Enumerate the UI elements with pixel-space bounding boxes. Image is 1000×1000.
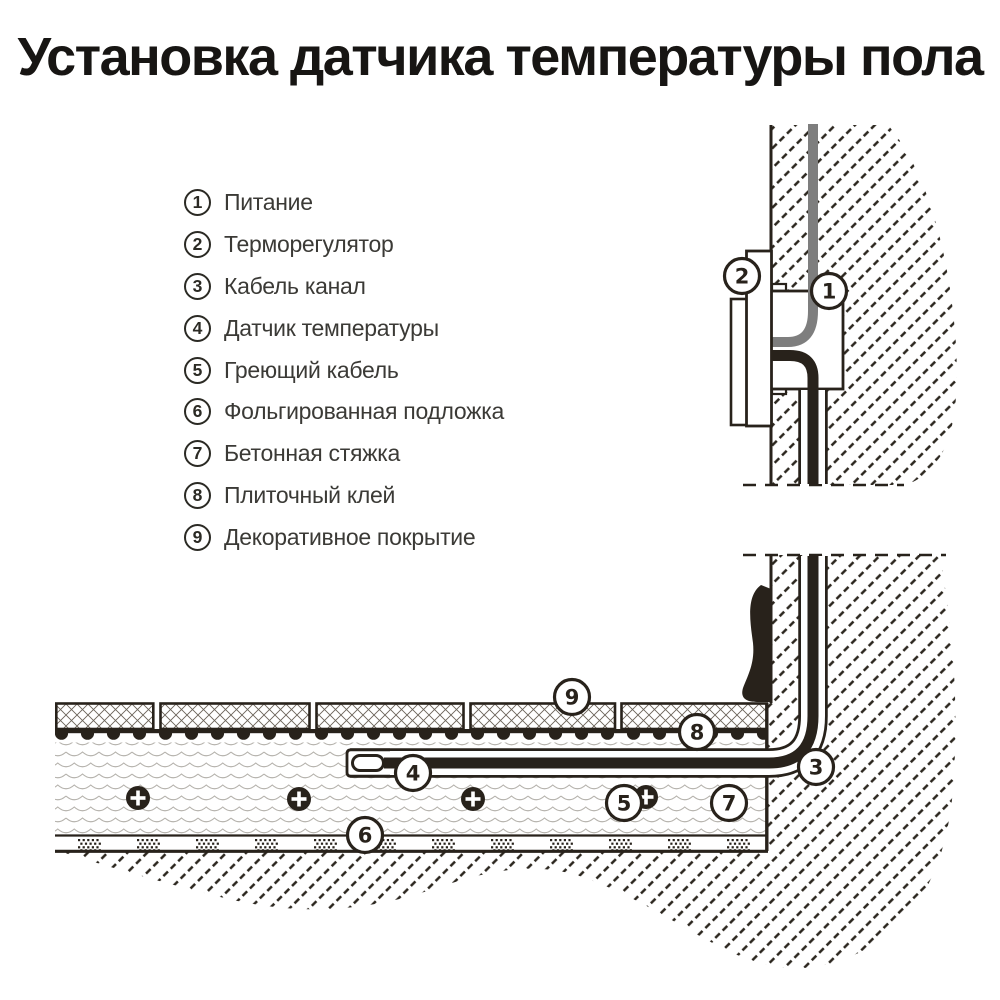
legend-number-circle: 2 bbox=[184, 231, 211, 258]
legend-number-circle: 7 bbox=[184, 440, 211, 467]
callout-2 bbox=[725, 259, 760, 294]
callout-7-number: 7 bbox=[721, 791, 737, 816]
legend-number-circle: 5 bbox=[184, 357, 211, 384]
callout-9 bbox=[555, 680, 590, 715]
callout-3-number: 3 bbox=[808, 755, 824, 780]
legend-number-circle: 3 bbox=[184, 273, 211, 300]
foil-underlay-layer bbox=[55, 835, 768, 852]
heating-cable-circle bbox=[461, 787, 485, 811]
legend-label: Плиточный клей bbox=[224, 481, 395, 508]
legend-label: Декоративное покрытие bbox=[224, 523, 476, 550]
legend-number-circle: 4 bbox=[184, 315, 211, 342]
callout-9-number: 9 bbox=[564, 685, 580, 710]
callout-8 bbox=[680, 715, 715, 750]
tile bbox=[161, 704, 310, 730]
callout-1-number: 1 bbox=[821, 279, 837, 304]
callout-5 bbox=[607, 786, 642, 821]
legend-label: Фольгированная подложка bbox=[224, 398, 505, 425]
tile-layer bbox=[56, 704, 767, 730]
legend-number-circle: 9 bbox=[184, 524, 211, 551]
callout-7 bbox=[712, 786, 747, 821]
callout-4-number: 4 bbox=[405, 761, 421, 786]
heating-cable-circle bbox=[287, 787, 311, 811]
callout-6-number: 6 bbox=[357, 823, 373, 848]
callout-5-number: 5 bbox=[616, 791, 632, 816]
legend-number-circle: 6 bbox=[184, 398, 211, 425]
callout-2-number: 2 bbox=[734, 264, 750, 289]
thermostat-backplate bbox=[731, 299, 748, 425]
temperature-sensor-capsule bbox=[353, 756, 384, 771]
callout-8-number: 8 bbox=[689, 720, 705, 745]
page-title: Установка датчика температуры пола bbox=[17, 27, 983, 87]
tile bbox=[471, 704, 616, 730]
heating-cable-circle bbox=[126, 786, 150, 810]
legend-number-circle: 8 bbox=[184, 482, 211, 509]
adhesive-layer bbox=[55, 729, 768, 743]
legend-label: Греющий кабель bbox=[224, 356, 399, 383]
tile bbox=[56, 704, 153, 730]
legend-label: Бетонная стяжка bbox=[224, 440, 400, 467]
callout-3 bbox=[799, 750, 834, 785]
tile bbox=[317, 704, 464, 730]
legend-label: Терморегулятор bbox=[224, 231, 394, 258]
callout-1 bbox=[812, 274, 847, 309]
wall-groove-filler-blob bbox=[742, 585, 771, 702]
legend-label: Датчик температуры bbox=[224, 314, 439, 341]
callout-4 bbox=[396, 756, 431, 791]
legend-label: Кабель канал bbox=[224, 272, 366, 299]
callout-6 bbox=[348, 818, 383, 853]
legend-number-circle: 1 bbox=[184, 189, 211, 216]
legend-label: Питание bbox=[224, 189, 313, 216]
